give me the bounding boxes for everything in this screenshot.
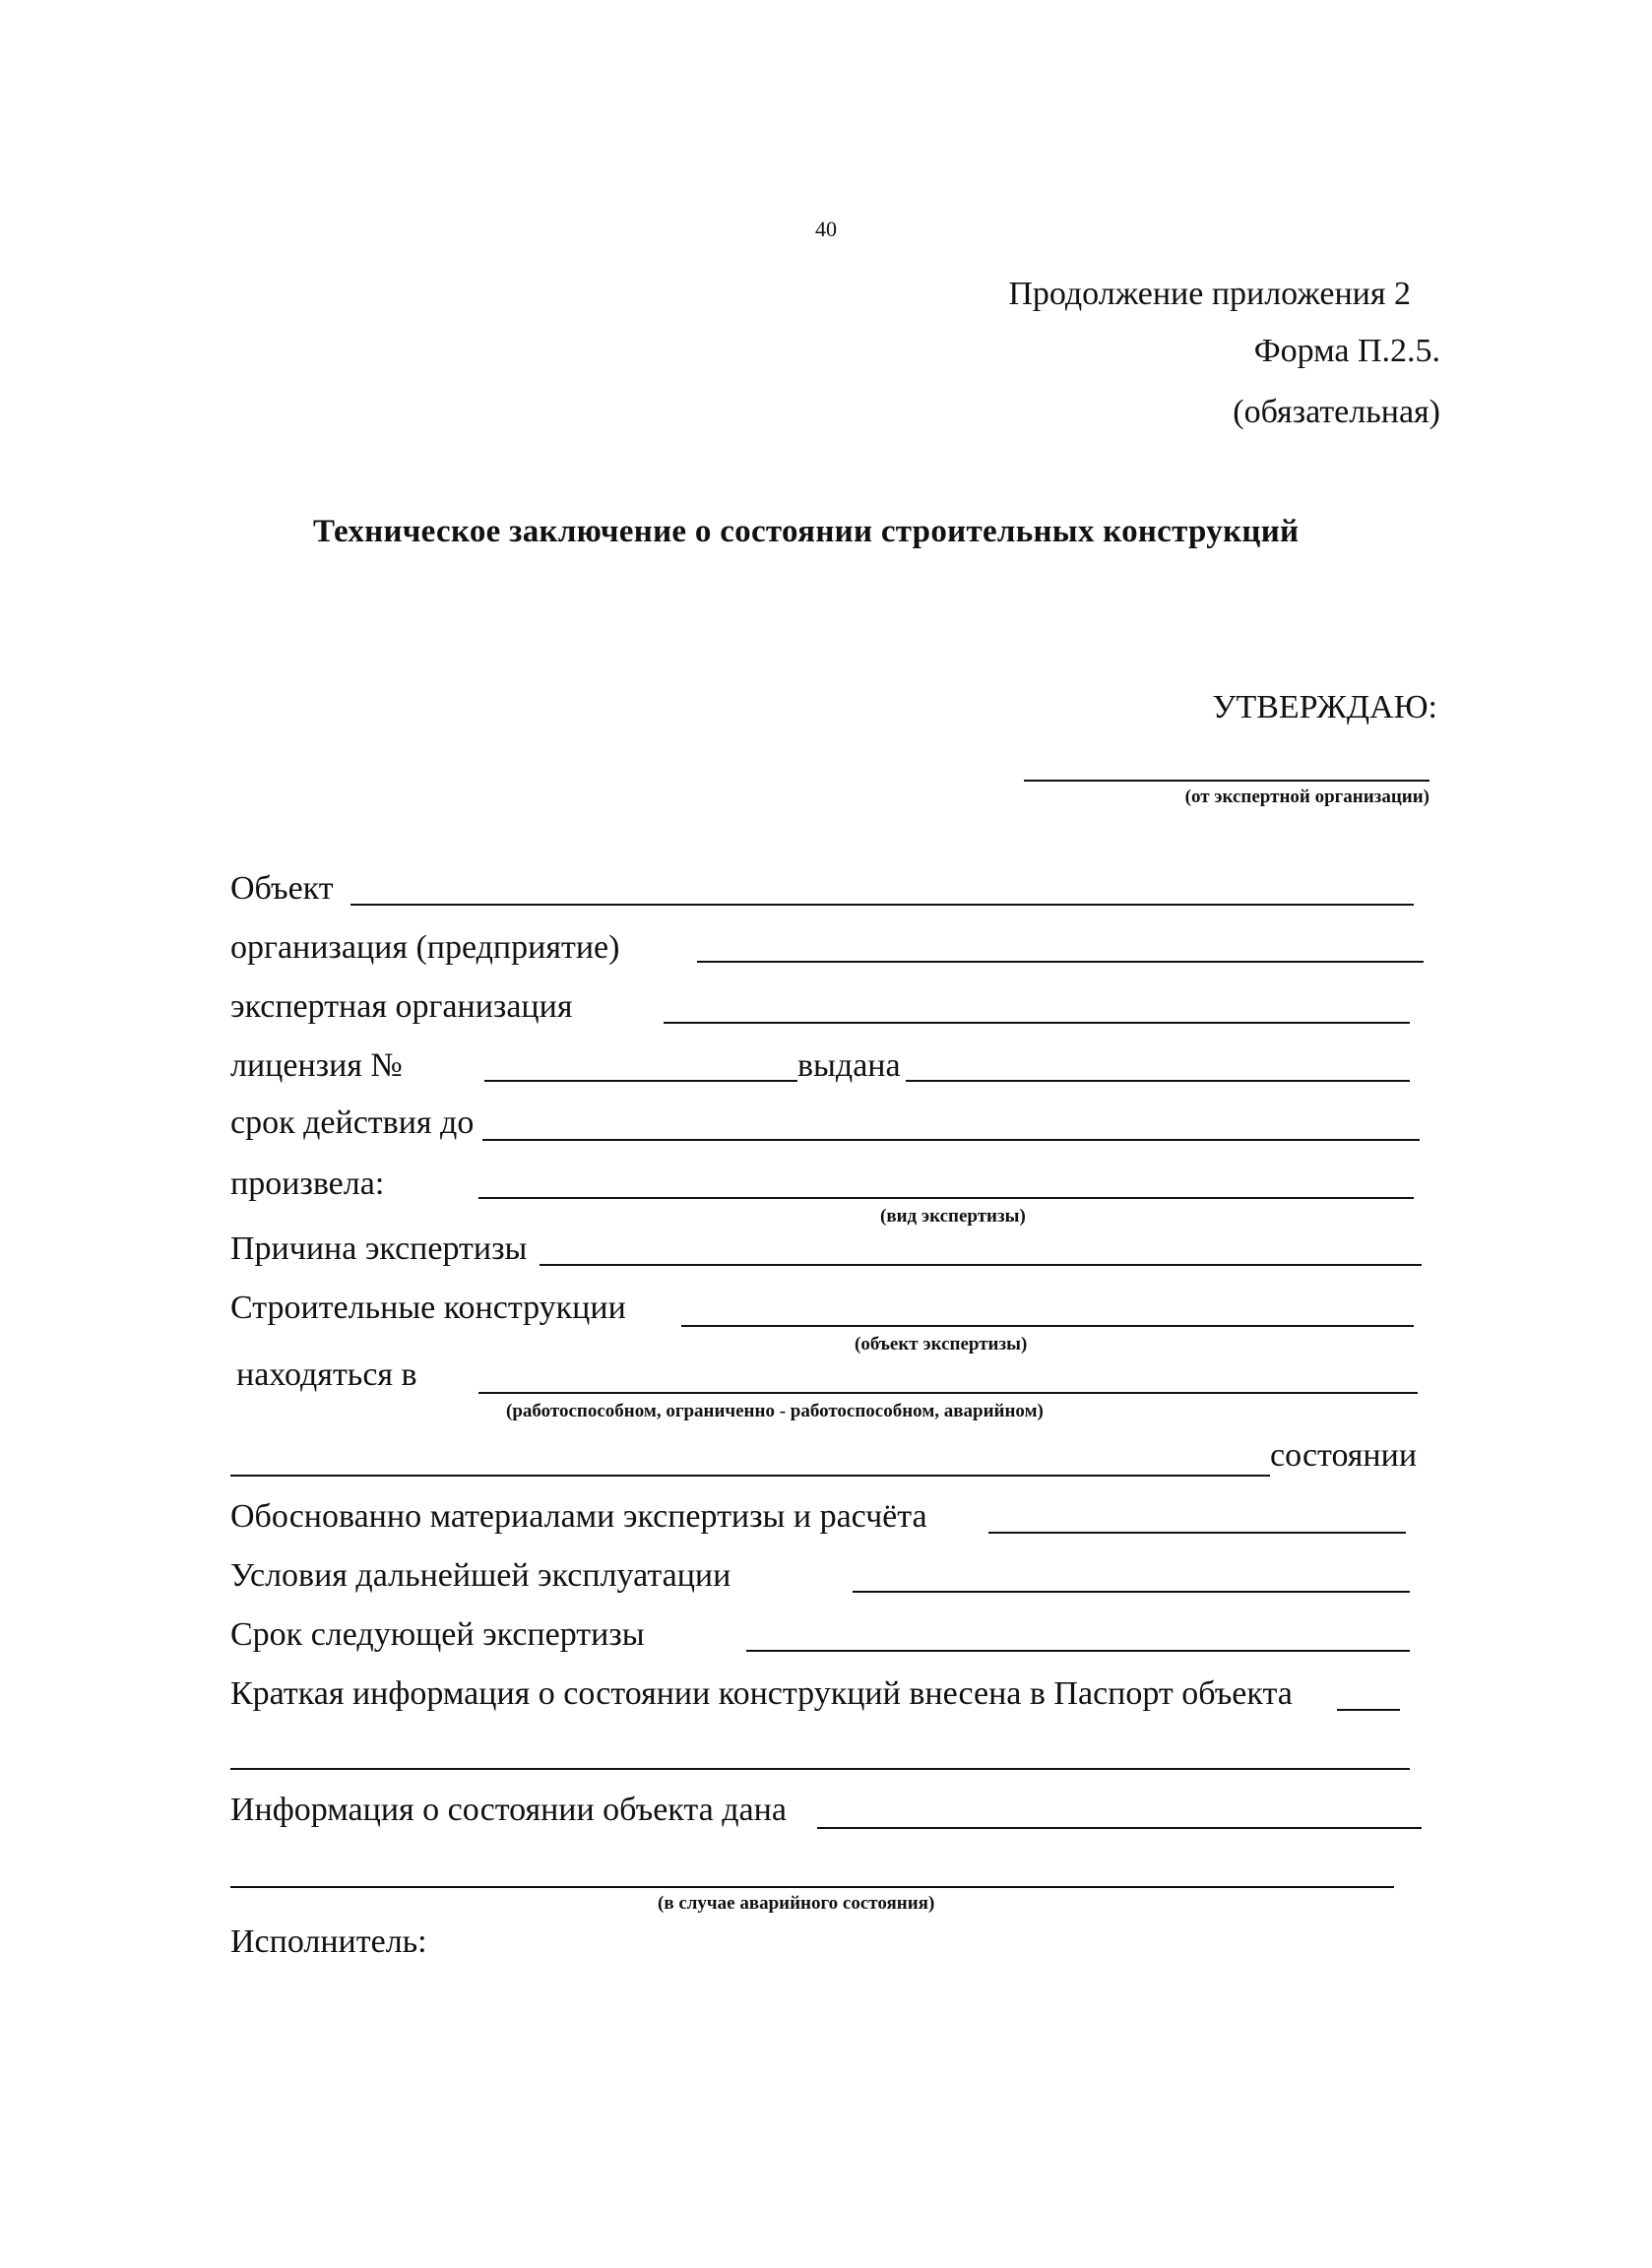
structures-label: Строительные конструкции [230,1290,626,1326]
structures-input-line[interactable] [681,1325,1414,1327]
operation-conditions-label: Условия дальнейшей эксплуатации [230,1557,731,1594]
performed-input-line[interactable] [478,1197,1414,1199]
expert-org-label: экспертная организация [230,988,573,1025]
object-info-second-line[interactable] [230,1886,1394,1888]
located-in-hint: (работоспособном, ограниченно - работоспособном, аварийном) [506,1401,1044,1421]
brief-info-input-line[interactable] [230,1768,1410,1770]
located-in-label: находяться в [236,1356,417,1393]
object-input-line[interactable] [350,904,1414,906]
operation-conditions-input-line[interactable] [853,1591,1410,1593]
approval-label: УТВЕРЖДАЮ: [1212,689,1437,725]
structures-hint: (объект экспертизы) [855,1334,1028,1354]
condition-input-line[interactable] [230,1475,1270,1477]
reason-label: Причина экспертизы [230,1230,528,1267]
located-in-input-line[interactable] [478,1392,1418,1394]
performed-hint: (вид экспертизы) [880,1206,1026,1227]
next-expertise-label: Срок следующей экспертизы [230,1616,645,1653]
organization-label: организация (предприятие) [230,929,620,966]
organization-input-line[interactable] [697,961,1424,963]
page-number: 40 [815,217,837,241]
next-expertise-input-line[interactable] [746,1650,1410,1652]
justified-input-line[interactable] [988,1532,1406,1534]
object-label: Объект [230,870,334,907]
license-label: лицензия № [230,1047,403,1084]
object-info-input-line[interactable] [817,1827,1422,1829]
condition-label: состоянии [1270,1437,1418,1474]
object-info-label: Информация о состоянии объекта дана [230,1792,787,1828]
performed-label: произвела: [230,1166,385,1202]
mandatory-label: (обязательная) [1233,394,1440,430]
valid-until-input-line[interactable] [482,1139,1420,1141]
brief-info-inline-line[interactable] [1337,1709,1400,1711]
approval-hint: (от экспертной организации) [1184,787,1430,807]
form-label: Форма П.2.5. [1253,333,1440,369]
brief-info-label: Краткая информация о состоянии конструкций внесена в Паспорт объекта [230,1675,1293,1712]
justified-label: Обоснованно материалами экспертизы и расчёта [230,1498,927,1535]
continuation-label: Продолжение приложения 2 [1008,276,1411,312]
issued-input-line[interactable] [906,1080,1410,1082]
reason-input-line[interactable] [540,1264,1422,1266]
emergency-hint: (в случае аварийного состояния) [658,1893,935,1914]
document-title: Техническое заключение о состоянии строительных конструкций [313,514,1300,549]
approval-signature-line[interactable] [1024,780,1430,782]
executor-label: Исполнитель: [230,1923,427,1960]
issued-label: выдана [797,1047,901,1084]
valid-until-label: срок действия до [230,1104,475,1141]
expert-org-input-line[interactable] [664,1022,1410,1024]
license-number-input-line[interactable] [484,1080,797,1082]
